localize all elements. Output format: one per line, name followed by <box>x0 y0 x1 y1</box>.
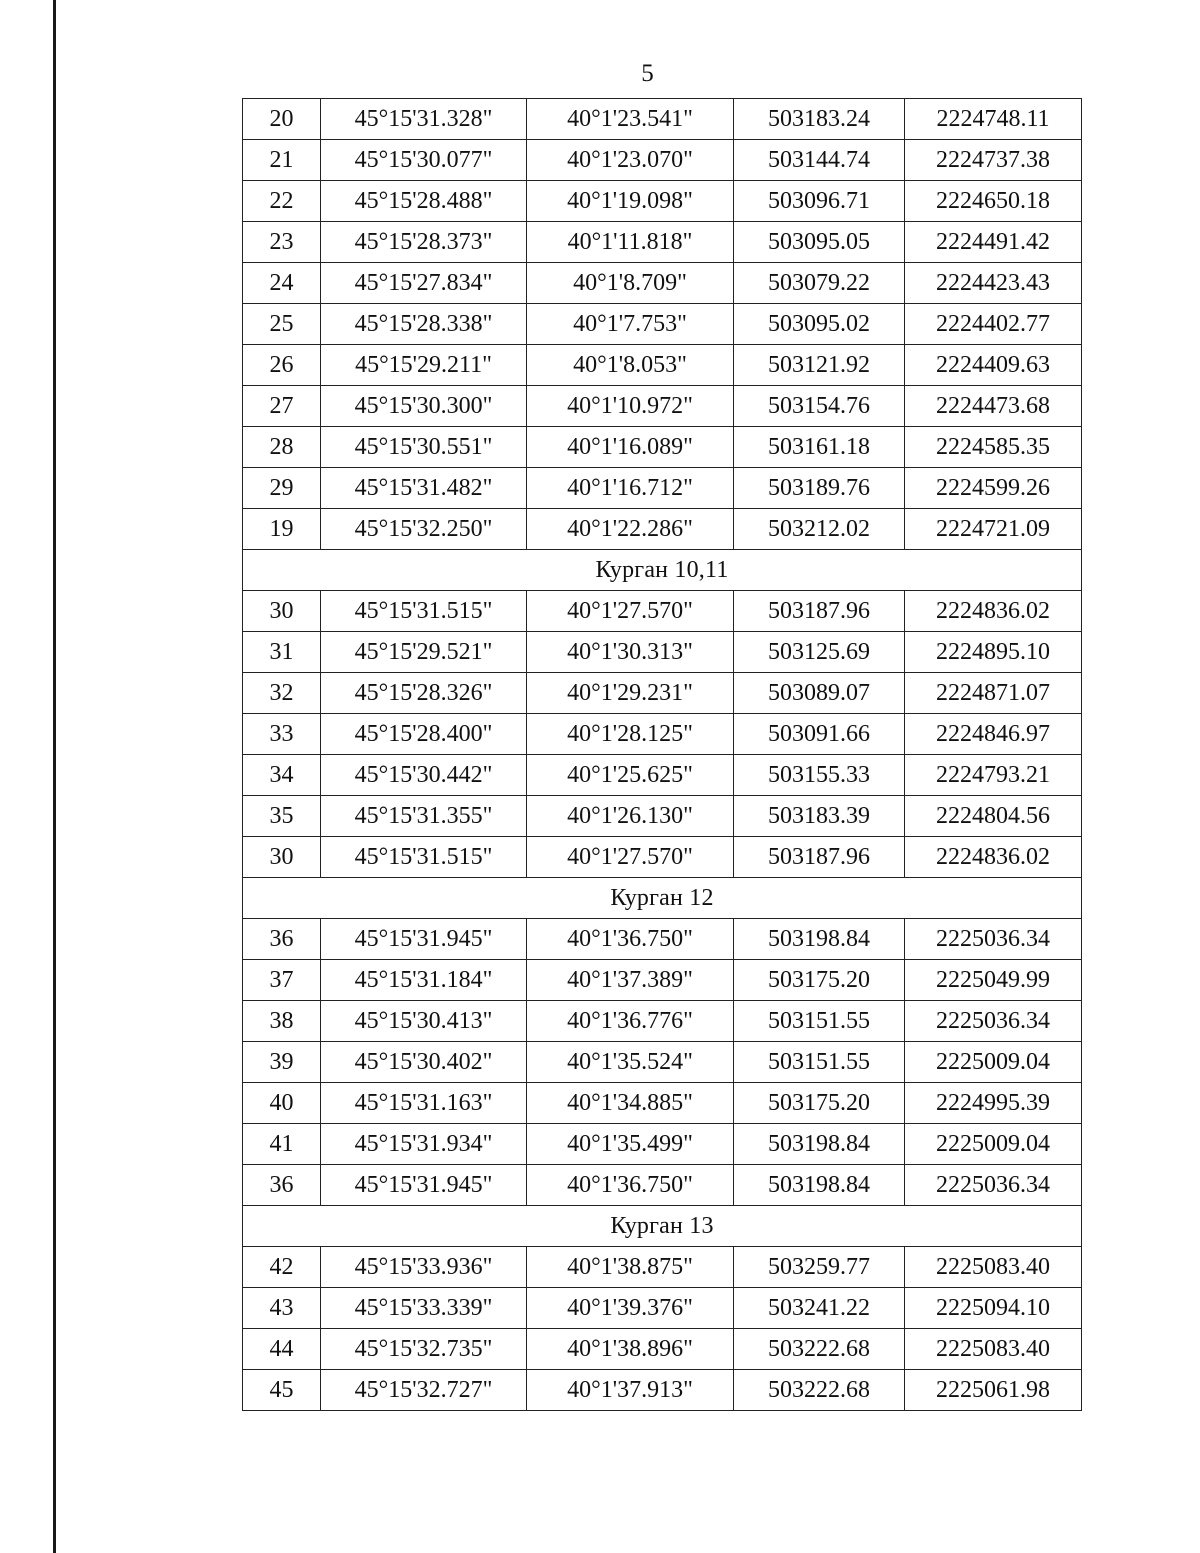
latitude-cell: 45°15'31.163" <box>321 1083 527 1124</box>
y-coordinate-cell: 2224585.35 <box>905 427 1082 468</box>
y-coordinate-cell: 2224409.63 <box>905 345 1082 386</box>
point-number-cell: 20 <box>243 99 321 140</box>
y-coordinate-cell: 2225049.99 <box>905 960 1082 1001</box>
x-coordinate-cell: 503187.96 <box>734 837 905 878</box>
latitude-cell: 45°15'32.250" <box>321 509 527 550</box>
table-row <box>243 345 1082 386</box>
latitude-cell: 45°15'28.338" <box>321 304 527 345</box>
longitude-cell: 40°1'27.570" <box>527 837 734 878</box>
latitude-cell: 45°15'28.326" <box>321 673 527 714</box>
y-coordinate-cell: 2224895.10 <box>905 632 1082 673</box>
table-row <box>243 181 1082 222</box>
x-coordinate-cell: 503125.69 <box>734 632 905 673</box>
longitude-cell: 40°1'37.389" <box>527 960 734 1001</box>
longitude-cell: 40°1'35.499" <box>527 1124 734 1165</box>
point-number-cell: 42 <box>243 1247 321 1288</box>
point-number-cell: 24 <box>243 263 321 304</box>
longitude-cell: 40°1'23.541" <box>527 99 734 140</box>
y-coordinate-cell: 2225036.34 <box>905 1165 1082 1206</box>
table-row <box>243 673 1082 714</box>
x-coordinate-cell: 503154.76 <box>734 386 905 427</box>
coordinates-table <box>242 98 1082 1411</box>
y-coordinate-cell: 2225036.34 <box>905 919 1082 960</box>
point-number-cell: 37 <box>243 960 321 1001</box>
longitude-cell: 40°1'27.570" <box>527 591 734 632</box>
point-number-cell: 35 <box>243 796 321 837</box>
table-row <box>243 1329 1082 1370</box>
table-row <box>243 796 1082 837</box>
table-row <box>243 1247 1082 1288</box>
longitude-cell: 40°1'30.313" <box>527 632 734 673</box>
latitude-cell: 45°15'31.945" <box>321 919 527 960</box>
point-number-cell: 32 <box>243 673 321 714</box>
x-coordinate-cell: 503151.55 <box>734 1001 905 1042</box>
longitude-cell: 40°1'36.750" <box>527 1165 734 1206</box>
table-row <box>243 632 1082 673</box>
table-row <box>243 919 1082 960</box>
point-number-cell: 26 <box>243 345 321 386</box>
y-coordinate-cell: 2224650.18 <box>905 181 1082 222</box>
y-coordinate-cell: 2224748.11 <box>905 99 1082 140</box>
page-number: 5 <box>641 60 654 87</box>
table-row <box>243 1165 1082 1206</box>
x-coordinate-cell: 503222.68 <box>734 1329 905 1370</box>
longitude-cell: 40°1'26.130" <box>527 796 734 837</box>
x-coordinate-cell: 503183.24 <box>734 99 905 140</box>
table-row <box>243 1083 1082 1124</box>
table-row <box>243 1001 1082 1042</box>
latitude-cell: 45°15'31.515" <box>321 837 527 878</box>
point-number-cell: 40 <box>243 1083 321 1124</box>
point-number-cell: 41 <box>243 1124 321 1165</box>
latitude-cell: 45°15'30.551" <box>321 427 527 468</box>
y-coordinate-cell: 2225036.34 <box>905 1001 1082 1042</box>
x-coordinate-cell: 503079.22 <box>734 263 905 304</box>
point-number-cell: 39 <box>243 1042 321 1083</box>
x-coordinate-cell: 503144.74 <box>734 140 905 181</box>
longitude-cell: 40°1'38.875" <box>527 1247 734 1288</box>
y-coordinate-cell: 2224491.42 <box>905 222 1082 263</box>
y-coordinate-cell: 2224871.07 <box>905 673 1082 714</box>
latitude-cell: 45°15'31.934" <box>321 1124 527 1165</box>
point-number-cell: 44 <box>243 1329 321 1370</box>
point-number-cell: 33 <box>243 714 321 755</box>
point-number-cell: 30 <box>243 837 321 878</box>
longitude-cell: 40°1'8.053" <box>527 345 734 386</box>
point-number-cell: 21 <box>243 140 321 181</box>
section-header-row <box>243 1206 1082 1247</box>
table-row <box>243 386 1082 427</box>
table-row <box>243 1042 1082 1083</box>
table-row <box>243 591 1082 632</box>
longitude-cell: 40°1'19.098" <box>527 181 734 222</box>
longitude-cell: 40°1'39.376" <box>527 1288 734 1329</box>
x-coordinate-cell: 503155.33 <box>734 755 905 796</box>
section-title: Курган 12 <box>243 878 1082 919</box>
y-coordinate-cell: 2225009.04 <box>905 1124 1082 1165</box>
point-number-cell: 28 <box>243 427 321 468</box>
point-number-cell: 34 <box>243 755 321 796</box>
table-row <box>243 140 1082 181</box>
y-coordinate-cell: 2224846.97 <box>905 714 1082 755</box>
longitude-cell: 40°1'10.972" <box>527 386 734 427</box>
y-coordinate-cell: 2224423.43 <box>905 263 1082 304</box>
x-coordinate-cell: 503241.22 <box>734 1288 905 1329</box>
coordinates-table-body <box>243 99 1082 1411</box>
y-coordinate-cell: 2224599.26 <box>905 468 1082 509</box>
longitude-cell: 40°1'25.625" <box>527 755 734 796</box>
x-coordinate-cell: 503198.84 <box>734 1165 905 1206</box>
table-row <box>243 263 1082 304</box>
x-coordinate-cell: 503212.02 <box>734 509 905 550</box>
table-row <box>243 960 1082 1001</box>
y-coordinate-cell: 2225083.40 <box>905 1329 1082 1370</box>
x-coordinate-cell: 503175.20 <box>734 1083 905 1124</box>
point-number-cell: 38 <box>243 1001 321 1042</box>
section-header-row <box>243 878 1082 919</box>
point-number-cell: 25 <box>243 304 321 345</box>
latitude-cell: 45°15'31.482" <box>321 468 527 509</box>
y-coordinate-cell: 2225061.98 <box>905 1370 1082 1411</box>
x-coordinate-cell: 503091.66 <box>734 714 905 755</box>
latitude-cell: 45°15'30.300" <box>321 386 527 427</box>
y-coordinate-cell: 2224804.56 <box>905 796 1082 837</box>
longitude-cell: 40°1'38.896" <box>527 1329 734 1370</box>
latitude-cell: 45°15'29.211" <box>321 345 527 386</box>
x-coordinate-cell: 503161.18 <box>734 427 905 468</box>
longitude-cell: 40°1'28.125" <box>527 714 734 755</box>
point-number-cell: 30 <box>243 591 321 632</box>
latitude-cell: 45°15'30.402" <box>321 1042 527 1083</box>
x-coordinate-cell: 503187.96 <box>734 591 905 632</box>
y-coordinate-cell: 2224793.21 <box>905 755 1082 796</box>
longitude-cell: 40°1'16.712" <box>527 468 734 509</box>
latitude-cell: 45°15'28.400" <box>321 714 527 755</box>
table-row <box>243 1124 1082 1165</box>
point-number-cell: 22 <box>243 181 321 222</box>
table-row <box>243 468 1082 509</box>
x-coordinate-cell: 503222.68 <box>734 1370 905 1411</box>
latitude-cell: 45°15'30.442" <box>321 755 527 796</box>
x-coordinate-cell: 503198.84 <box>734 919 905 960</box>
y-coordinate-cell: 2225083.40 <box>905 1247 1082 1288</box>
latitude-cell: 45°15'32.727" <box>321 1370 527 1411</box>
longitude-cell: 40°1'23.070" <box>527 140 734 181</box>
x-coordinate-cell: 503259.77 <box>734 1247 905 1288</box>
table-row <box>243 427 1082 468</box>
y-coordinate-cell: 2224721.09 <box>905 509 1082 550</box>
y-coordinate-cell: 2225009.04 <box>905 1042 1082 1083</box>
point-number-cell: 31 <box>243 632 321 673</box>
latitude-cell: 45°15'31.184" <box>321 960 527 1001</box>
y-coordinate-cell: 2224836.02 <box>905 837 1082 878</box>
table-row <box>243 509 1082 550</box>
table-row <box>243 1288 1082 1329</box>
x-coordinate-cell: 503095.02 <box>734 304 905 345</box>
point-number-cell: 27 <box>243 386 321 427</box>
latitude-cell: 45°15'31.355" <box>321 796 527 837</box>
x-coordinate-cell: 503189.76 <box>734 468 905 509</box>
longitude-cell: 40°1'8.709" <box>527 263 734 304</box>
y-coordinate-cell: 2224402.77 <box>905 304 1082 345</box>
longitude-cell: 40°1'36.776" <box>527 1001 734 1042</box>
longitude-cell: 40°1'22.286" <box>527 509 734 550</box>
y-coordinate-cell: 2224995.39 <box>905 1083 1082 1124</box>
latitude-cell: 45°15'33.339" <box>321 1288 527 1329</box>
latitude-cell: 45°15'31.945" <box>321 1165 527 1206</box>
table-row <box>243 222 1082 263</box>
table-row <box>243 1370 1082 1411</box>
y-coordinate-cell: 2224737.38 <box>905 140 1082 181</box>
x-coordinate-cell: 503175.20 <box>734 960 905 1001</box>
x-coordinate-cell: 503151.55 <box>734 1042 905 1083</box>
point-number-cell: 36 <box>243 919 321 960</box>
latitude-cell: 45°15'30.413" <box>321 1001 527 1042</box>
latitude-cell: 45°15'32.735" <box>321 1329 527 1370</box>
longitude-cell: 40°1'7.753" <box>527 304 734 345</box>
point-number-cell: 29 <box>243 468 321 509</box>
point-number-cell: 19 <box>243 509 321 550</box>
section-title: Курган 13 <box>243 1206 1082 1247</box>
x-coordinate-cell: 503095.05 <box>734 222 905 263</box>
table-row <box>243 304 1082 345</box>
point-number-cell: 43 <box>243 1288 321 1329</box>
x-coordinate-cell: 503089.07 <box>734 673 905 714</box>
latitude-cell: 45°15'27.834" <box>321 263 527 304</box>
longitude-cell: 40°1'16.089" <box>527 427 734 468</box>
point-number-cell: 23 <box>243 222 321 263</box>
longitude-cell: 40°1'34.885" <box>527 1083 734 1124</box>
latitude-cell: 45°15'30.077" <box>321 140 527 181</box>
longitude-cell: 40°1'11.818" <box>527 222 734 263</box>
x-coordinate-cell: 503198.84 <box>734 1124 905 1165</box>
point-number-cell: 45 <box>243 1370 321 1411</box>
latitude-cell: 45°15'29.521" <box>321 632 527 673</box>
longitude-cell: 40°1'37.913" <box>527 1370 734 1411</box>
point-number-cell: 36 <box>243 1165 321 1206</box>
y-coordinate-cell: 2225094.10 <box>905 1288 1082 1329</box>
section-header-row <box>243 550 1082 591</box>
x-coordinate-cell: 503096.71 <box>734 181 905 222</box>
longitude-cell: 40°1'36.750" <box>527 919 734 960</box>
section-title: Курган 10,11 <box>243 550 1082 591</box>
latitude-cell: 45°15'28.488" <box>321 181 527 222</box>
table-row <box>243 837 1082 878</box>
latitude-cell: 45°15'31.328" <box>321 99 527 140</box>
longitude-cell: 40°1'29.231" <box>527 673 734 714</box>
latitude-cell: 45°15'31.515" <box>321 591 527 632</box>
table-row <box>243 755 1082 796</box>
longitude-cell: 40°1'35.524" <box>527 1042 734 1083</box>
x-coordinate-cell: 503121.92 <box>734 345 905 386</box>
latitude-cell: 45°15'28.373" <box>321 222 527 263</box>
x-coordinate-cell: 503183.39 <box>734 796 905 837</box>
y-coordinate-cell: 2224836.02 <box>905 591 1082 632</box>
latitude-cell: 45°15'33.936" <box>321 1247 527 1288</box>
scan-edge-line <box>53 0 56 1553</box>
y-coordinate-cell: 2224473.68 <box>905 386 1082 427</box>
table-row <box>243 714 1082 755</box>
table-row <box>243 99 1082 140</box>
